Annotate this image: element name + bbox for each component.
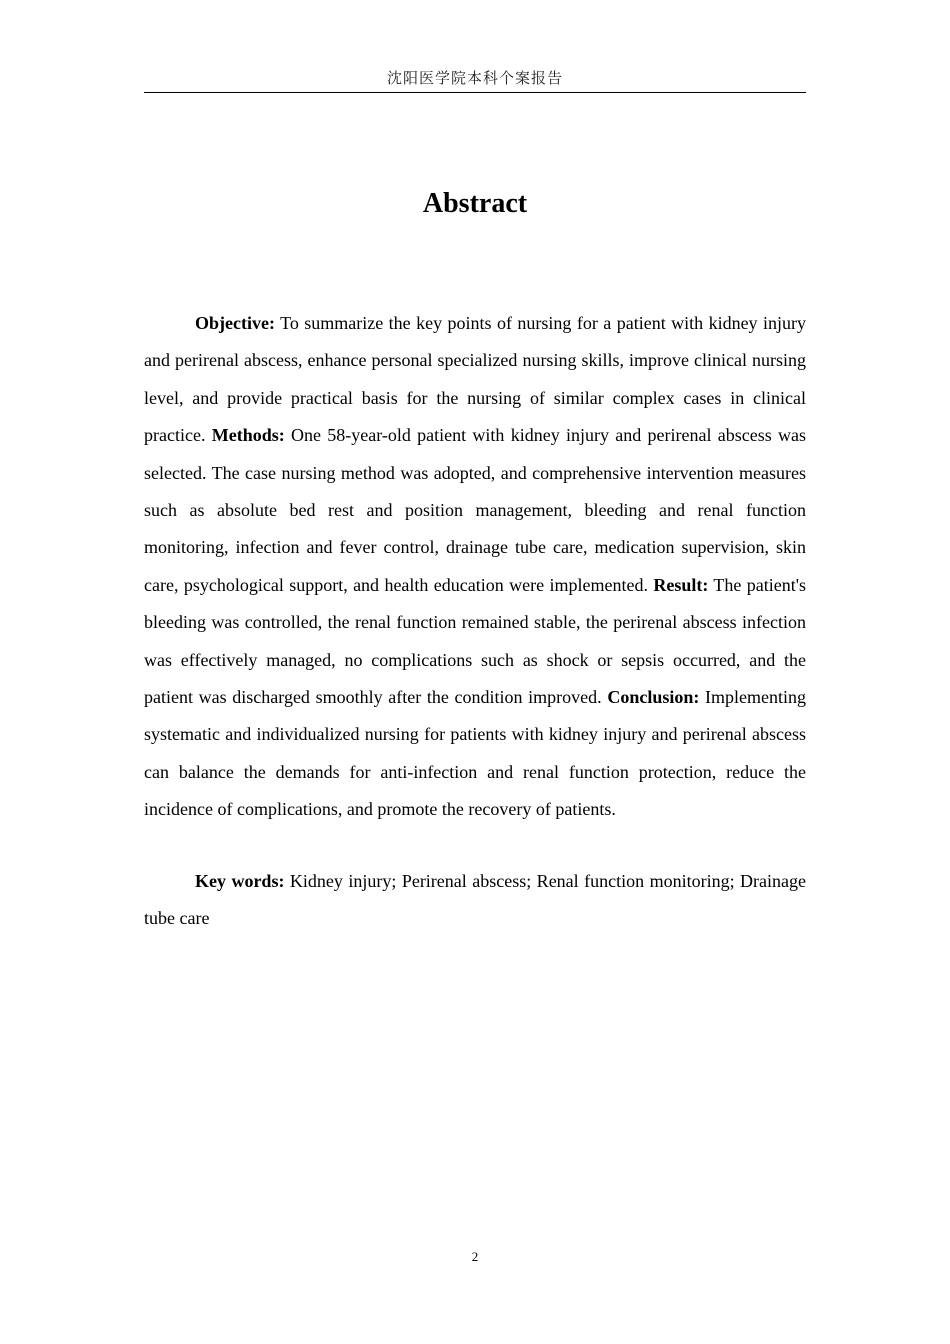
methods-text: One 58-year-old patient with kidney injury and perirenal abscess was selected. The case nursing method was adopted, and comprehensive intervention measures such as absolute bed rest and position management, bleeding and renal function monitoring, infection and fever control, drainage tube care, medication supervision, skin care, psychological support, and health education were implemented. — [144, 425, 806, 595]
keywords-label: Key words: — [195, 871, 285, 891]
keywords-paragraph — [144, 863, 806, 938]
keywords-text: Kidney injury; Perirenal abscess; Renal function monitoring; Drainage tube care — [144, 871, 806, 929]
conclusion-label: Conclusion: — [607, 687, 700, 708]
page-number: 2 — [471, 1249, 479, 1264]
conclusion-text: Implementing systematic and individualized nursing for patients with kidney injury and perirenal abscess can balance the demands for anti-infection and renal function protection, reduce the incidence of complications, and promote the recovery of patients. — [144, 687, 806, 820]
objective-label: Objective: — [195, 313, 275, 333]
methods-label: Methods: — [211, 425, 285, 446]
result-text: The patient's bleeding was controlled, the renal function remained stable, the perirenal abscess infection was effectively managed, no complications such as shock or sepsis occurred, and the patient was discharged smoothly after the condition improved. — [144, 574, 807, 708]
running-title: 沈阳医学院本科个案报告 — [386, 69, 563, 87]
result-label: Result: — [653, 574, 709, 595]
page-header — [144, 68, 806, 93]
abstract-paragraph — [144, 305, 806, 829]
abstract-title: Abstract — [422, 188, 528, 219]
objective-text: To summarize the key points of nursing for a patient with kidney injury and perirenal abscess, enhance personal specialized nursing skills, improve clinical nursing level, and provide practical basis for the nursing of similar complex cases in clinical practice. — [144, 313, 806, 446]
